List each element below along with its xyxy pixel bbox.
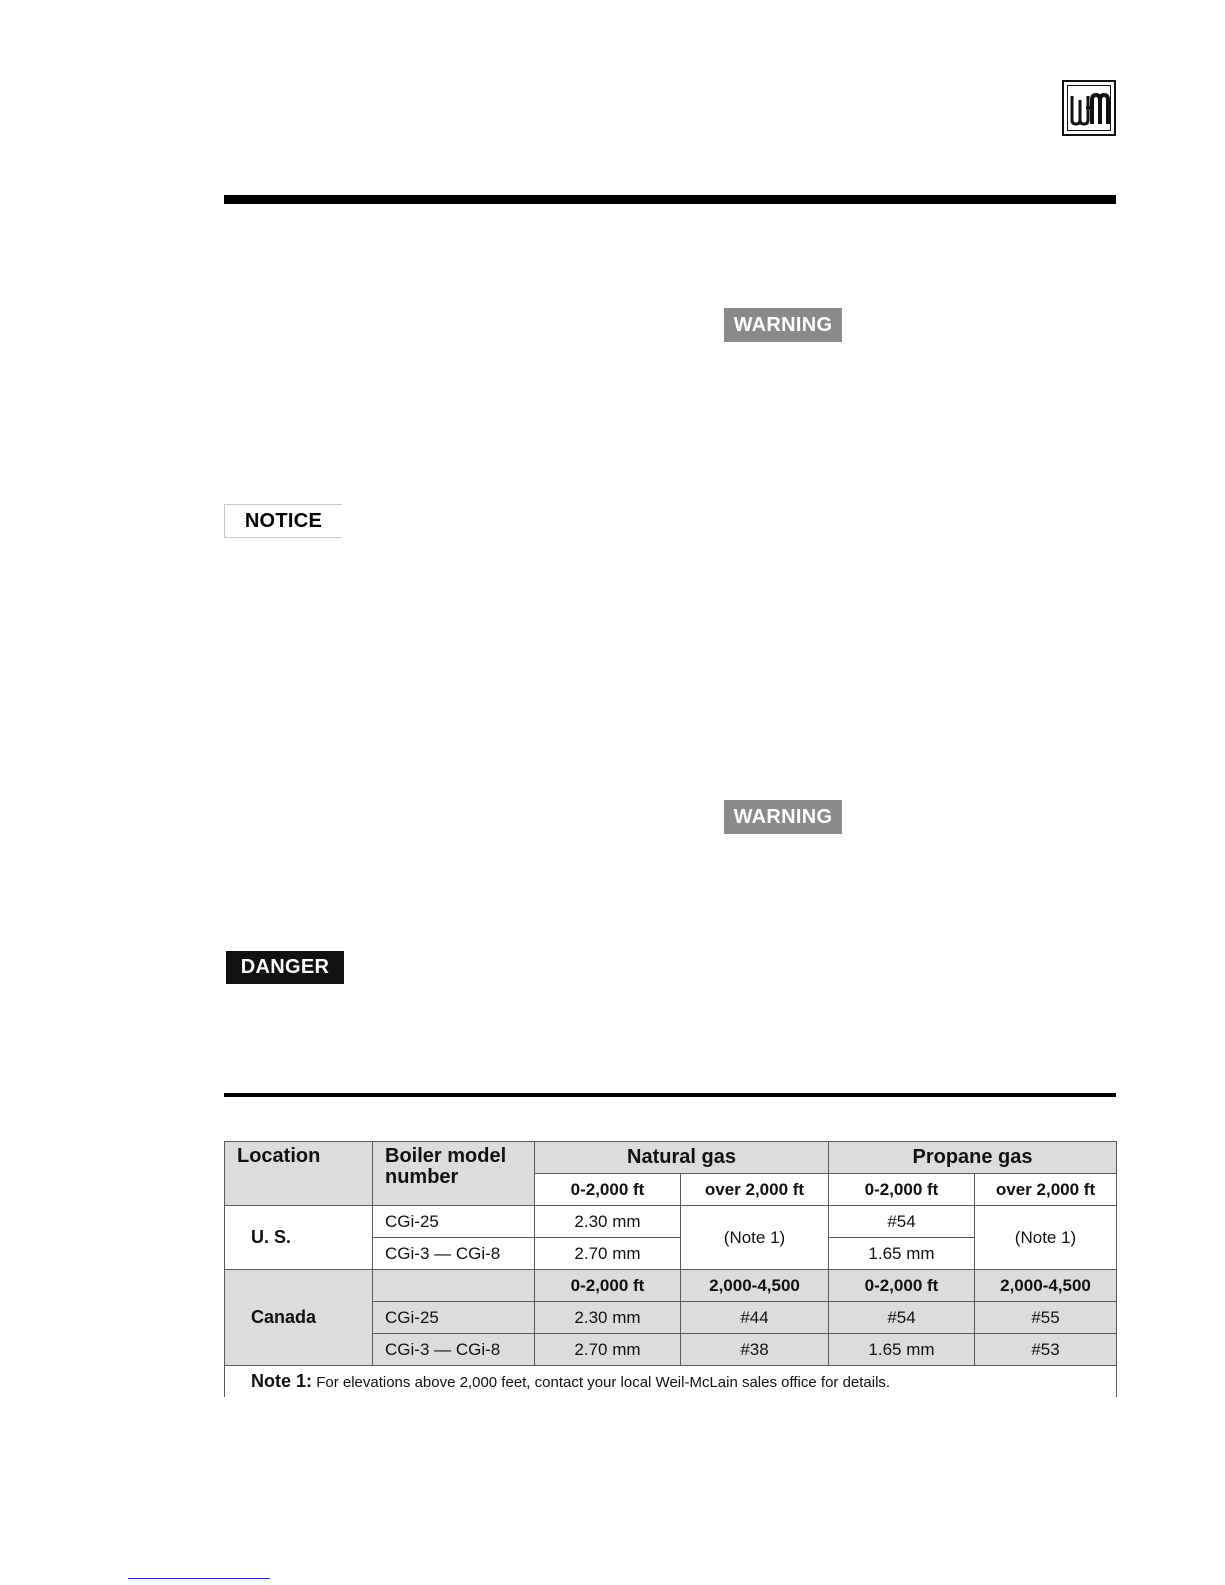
value-cell: 2.70 mm [535, 1238, 681, 1270]
model-cell: CGi-25 [373, 1302, 535, 1334]
notice-label: NOTICE [224, 504, 342, 538]
value-cell: 1.65 mm [829, 1238, 975, 1270]
note-text: For elevations above 2,000 feet, contact your local Weil-McLain sales office for details. [316, 1374, 891, 1391]
location-us: U. S. [225, 1206, 373, 1270]
value-cell: 2.30 mm [535, 1302, 681, 1334]
subheader-lp-low: 0-2,000 ft [829, 1270, 975, 1302]
note-ref-natural: (Note 1) [681, 1206, 829, 1270]
danger-label: DANGER [226, 951, 344, 984]
note-ref-propane: (Note 1) [975, 1206, 1117, 1270]
canada-subheader-row [225, 1270, 1117, 1302]
value-cell: 1.65 mm [829, 1334, 975, 1366]
header-boiler-model: Boiler model number [373, 1142, 535, 1206]
note-label: Note 1: [251, 1371, 313, 1391]
footer-link-underline[interactable] [128, 1578, 270, 1579]
warning-label-1: WARNING [724, 308, 842, 342]
table-note [225, 1366, 1117, 1398]
table-row [225, 1206, 1117, 1238]
model-cell: CGi-3 — CGi-8 [373, 1238, 535, 1270]
value-cell: #54 [829, 1302, 975, 1334]
header-location: Location [225, 1142, 373, 1206]
table-note-row [225, 1366, 1117, 1398]
value-cell: #53 [975, 1334, 1117, 1366]
subheader-ng-low: 0-2,000 ft [535, 1270, 681, 1302]
weil-mclain-logo-icon [1062, 80, 1116, 136]
value-cell: 2.70 mm [535, 1334, 681, 1366]
gas-orifice-table [224, 1141, 1117, 1397]
model-cell: CGi-3 — CGi-8 [373, 1334, 535, 1366]
header-propane-gas: Propane gas [829, 1142, 1117, 1174]
value-cell: #55 [975, 1302, 1117, 1334]
value-cell: #38 [681, 1334, 829, 1366]
model-cell: CGi-25 [373, 1206, 535, 1238]
model-cell [373, 1270, 535, 1302]
subheader-ng-high: over 2,000 ft [681, 1174, 829, 1206]
table-header-row [225, 1142, 1117, 1174]
section-rule-bottom [224, 1093, 1116, 1097]
section-rule-top [224, 195, 1116, 204]
subheader-ng-low: 0-2,000 ft [535, 1174, 681, 1206]
subheader-lp-high: 2,000-4,500 [975, 1270, 1117, 1302]
warning-label-2: WARNING [724, 800, 842, 834]
subheader-lp-high: over 2,000 ft [975, 1174, 1117, 1206]
value-cell: 2.30 mm [535, 1206, 681, 1238]
location-canada: Canada [225, 1270, 373, 1366]
subheader-ng-high: 2,000-4,500 [681, 1270, 829, 1302]
subheader-lp-low: 0-2,000 ft [829, 1174, 975, 1206]
logo-mark [1068, 86, 1112, 132]
value-cell: #54 [829, 1206, 975, 1238]
value-cell: #44 [681, 1302, 829, 1334]
header-natural-gas: Natural gas [535, 1142, 829, 1174]
